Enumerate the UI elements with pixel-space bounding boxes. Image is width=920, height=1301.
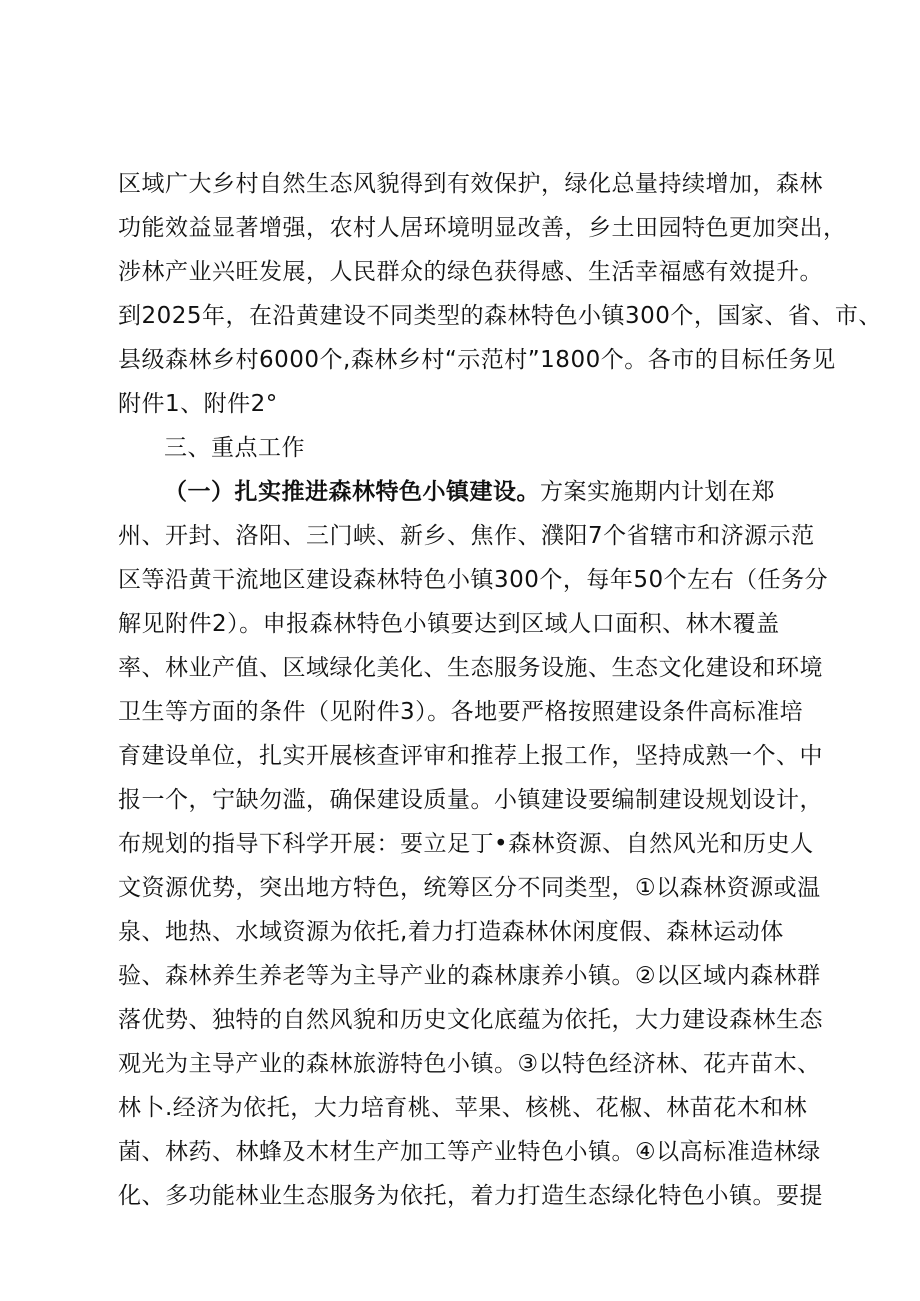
paragraph-line: 育建设单位，扎实开展核查评审和推荐上报工作，坚持成熟一个、中 [118,743,823,769]
paragraph-line: 落优势、独特的自然风貌和历史文化底蕴为依托，大力建设森林生态 [118,1007,823,1033]
paragraph-line: 文资源优势，突出地方特色，统筹区分不同类型，①以森林资源或温 [118,875,821,901]
paragraph-line: 涉林产业兴旺发展，人民群众的绿色获得感、生活幸福感有效提升。 [118,259,823,285]
paragraph-line: 泉、地热、水域资源为依托,着力打造森林休闲度假、森林运动体 [118,919,784,945]
subsection-first-line-text: 方案实施期内计划在郑 [540,479,775,505]
subsection-first-line [164,472,775,512]
paragraph-line: 到2025年，在沿黄建设不同类型的森林特色小镇300个，国家、省、市、 [118,303,882,329]
paragraph-line: 报一个，宁缺勿滥，确保建设质量。小镇建设要编制建设规划设计， [118,787,823,813]
paragraph-line: 区等沿黄干流地区建设森林特色小镇300个，每年50个左右（任务分 [118,567,829,593]
paragraph-line: 州、开封、洛阳、三门峡、新乡、焦作、濮阳7个省辖市和济源示范 [118,523,815,549]
paragraph-line: 菌、林药、林蜂及木材生产加工等产业特色小镇。④以高标准造林绿 [118,1139,821,1165]
paragraph-line: 卫生等方面的条件（见附件3）。各地要严格按照建设条件高标准培 [118,699,804,725]
paragraph-line: 区域广大乡村自然生态风貌得到有效保护，绿化总量持续增加，森林 [118,171,823,197]
paragraph-line: 附件1、附件2° [118,391,278,417]
paragraph-line: 功能效益显著增强，农村人居环境明显改善，乡土田园特色更加突出， [118,215,847,241]
section-heading: 三、重点工作 [164,435,305,461]
paragraph-line: 率、林业产值、区域绿化美化、生态服务设施、生态文化建设和环境 [118,655,823,681]
paragraph-line: 化、多功能林业生态服务为依托，着力打造生态绿化特色小镇。要提 [118,1183,823,1209]
paragraph-line: 观光为主导产业的森林旅游特色小镇。③以特色经济林、花卉苗木、 [118,1051,821,1077]
paragraph-line: 林卜.经济为依托，大力培育桃、苹果、核桃、花椒、林苗花木和林 [118,1095,808,1121]
paragraph-line: 县级森林乡村6000个,森林乡村“示范村”1800个。各市的目标任务见 [118,347,836,373]
paragraph-line: 验、森林养生养老等为主导产业的森林康养小镇。②以区域内森林群 [118,963,821,989]
paragraph-line: 布规划的指导下科学开展：要立足丁•森林资源、自然风光和历史人 [118,831,814,857]
subsection-title: （一）扎实推进森林特色小镇建设。 [164,479,540,505]
paragraph-line: 解见附件2）。申报森林特色小镇要达到区域人口面积、林木覆盖 [118,611,780,637]
